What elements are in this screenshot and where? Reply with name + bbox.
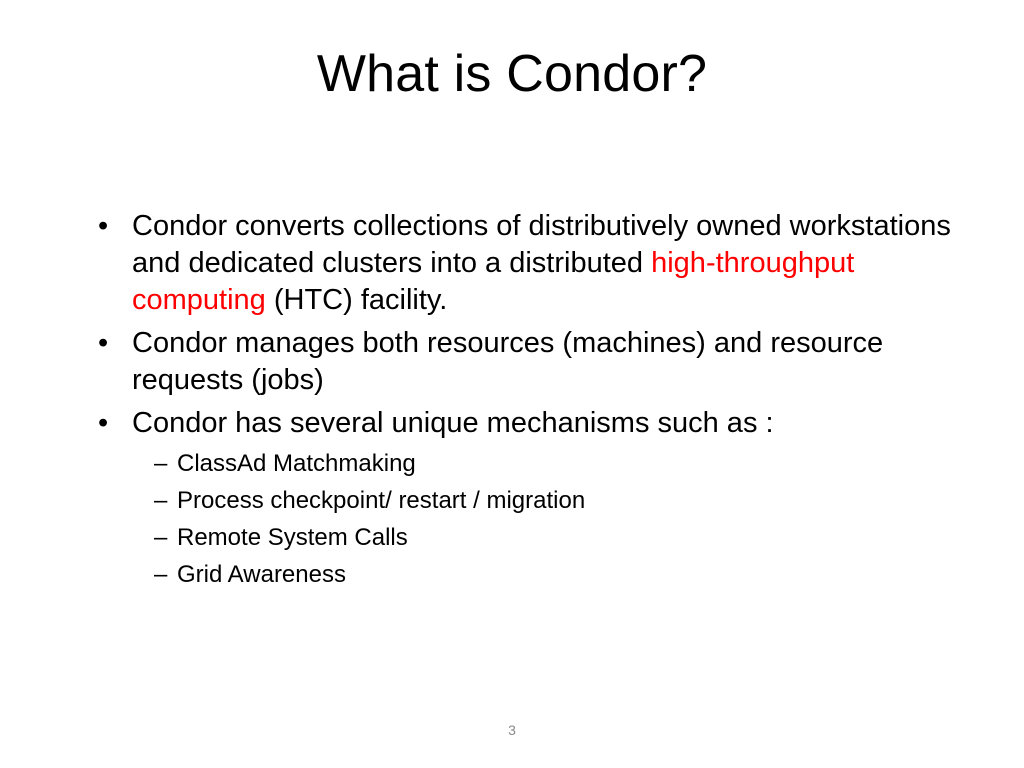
slide-title: What is Condor? <box>316 45 708 103</box>
sub-bullet-text: Grid Awareness <box>177 561 346 588</box>
dash-icon: – <box>154 487 168 514</box>
highlighted-text: high-throughput computing <box>132 247 855 316</box>
sub-bullet-text: Remote System Calls <box>177 524 408 551</box>
bullet-item <box>94 208 974 319</box>
sub-bullet-text: Process checkpoint/ restart / migration <box>177 487 586 514</box>
dash-icon: – <box>154 561 168 588</box>
sub-bullet-item <box>94 448 974 479</box>
sub-bullet-list <box>94 448 974 590</box>
bullet-text: (HTC) facility. <box>265 284 448 316</box>
page-number: 3 <box>508 722 516 738</box>
bullet-icon: • <box>98 327 109 359</box>
bullet-item <box>94 405 974 442</box>
slide-content <box>94 208 974 596</box>
sub-bullet-text: ClassAd Matchmaking <box>177 450 416 477</box>
bullet-item <box>94 325 974 399</box>
dash-icon: – <box>154 450 168 477</box>
bullet-icon: • <box>98 407 109 439</box>
bullet-text: Condor has several unique mechanisms such as : <box>132 407 774 439</box>
sub-bullet-item <box>94 559 974 590</box>
bullet-text: Condor converts collections of distributively owned workstations and dedicated clusters into a distributed <box>132 210 951 279</box>
dash-icon: – <box>154 524 168 551</box>
sub-bullet-item <box>94 522 974 553</box>
bullet-icon: • <box>98 210 109 242</box>
sub-bullet-item <box>94 485 974 516</box>
bullet-text: Condor manages both resources (machines) and resource requests (jobs) <box>132 327 884 396</box>
